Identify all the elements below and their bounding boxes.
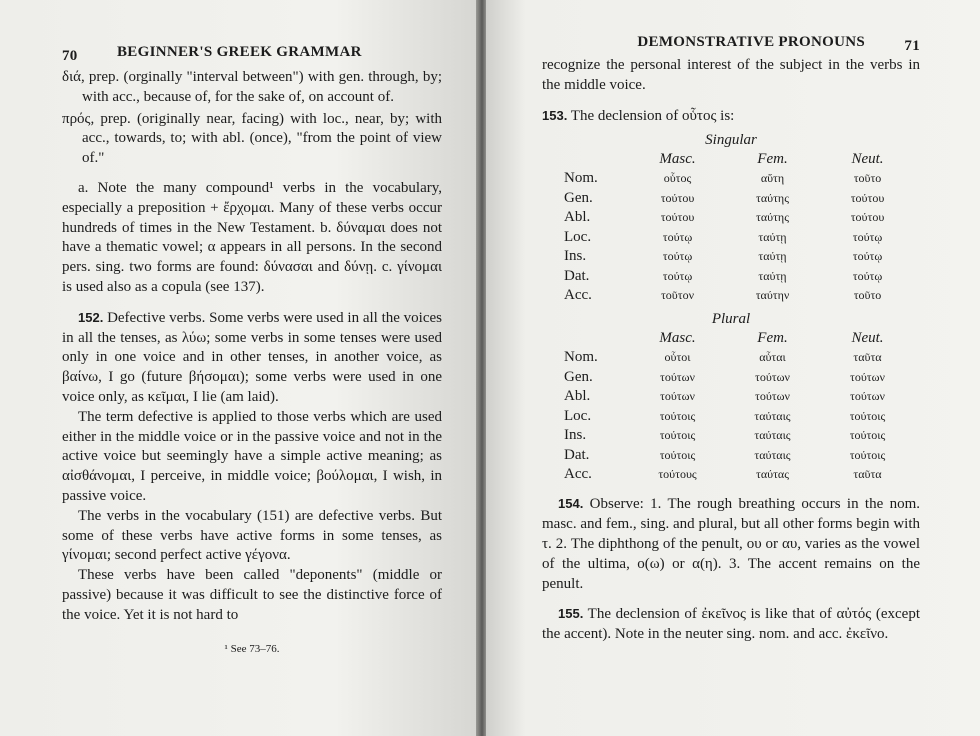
form-fem: ταύταις <box>754 428 791 443</box>
form-masc: τούτων <box>660 389 695 404</box>
form-neut: τούτῳ <box>852 268 883 283</box>
gloss-dia: διά, prep. (orginally "interval between") with gen. through, by; with acc., because of, for the sake of, on account of. <box>62 69 442 105</box>
form-neut: ταῦτα <box>853 350 882 365</box>
form-fem: ταύτῃ <box>758 268 787 283</box>
declension-row <box>564 406 915 426</box>
declension-row <box>564 445 915 465</box>
paragraph-defective-term: The term defective is applied to those verbs which are used either in the middle voice or in the passive voice and not in the active voice but seemingly have a simple active meaning; as αἰσθάνομαι, I perceive, in middle voice; βούλομαι, I wish, in passive voice. <box>62 408 442 504</box>
case-label: Ins. <box>564 248 587 265</box>
section-number: 154. <box>558 496 584 512</box>
declension-row <box>564 367 915 387</box>
form-neut: τούτῳ <box>852 229 883 244</box>
paragraph-deponents: These verbs have been called "deponents" (middle or passive) because it was difficult to see the distinctive force of the voice. Yet it is not hard to <box>62 567 442 623</box>
form-masc: τούτῳ <box>662 249 693 264</box>
case-label: Dat. <box>564 446 590 463</box>
running-header <box>62 44 442 66</box>
form-neut: τούτου <box>850 190 885 205</box>
singular-declension-table <box>564 149 915 305</box>
form-masc: οὗτος <box>663 171 692 186</box>
paragraph-vocabulary: The verbs in the vocabulary (151) are defective verbs. But some of these verbs have active forms in some tenses, as γίνομαι; second perfect active γέγονα. <box>62 507 442 564</box>
form-masc: οὗτοι <box>664 350 691 365</box>
case-label: Loc. <box>564 407 592 424</box>
form-fem: ταύτῃ <box>758 229 787 244</box>
plural-declension-table <box>564 328 915 484</box>
continued-paragraph: recognize the personal interest of the subject in the verbs in the middle voice. <box>542 57 920 93</box>
form-fem: ταύταις <box>754 447 791 462</box>
column-header-fem: Fem. <box>757 329 788 346</box>
running-header <box>542 34 920 56</box>
form-fem: αὗται <box>759 350 786 365</box>
case-label: Nom. <box>564 349 598 366</box>
column-header-masc: Masc. <box>659 150 696 167</box>
form-fem: τούτων <box>755 389 790 404</box>
form-masc: τούτου <box>660 190 695 205</box>
form-neut: τούτῳ <box>852 249 883 264</box>
gloss-pros: πρός, prep. (originally near, facing) with loc., near, by; with acc., towards, to; with abl. (once), "from the point of view of." <box>62 110 442 167</box>
declension-row <box>564 348 915 368</box>
case-label: Abl. <box>564 388 591 405</box>
declension-row <box>564 387 915 407</box>
page-number: 71 <box>904 38 920 54</box>
section-number: 155. <box>558 606 584 622</box>
column-header-fem: Fem. <box>757 150 788 167</box>
form-masc: τούτοις <box>659 428 696 443</box>
form-masc: τούτῳ <box>662 268 693 283</box>
form-fem: ταύτας <box>756 467 789 482</box>
page-number: 70 <box>62 48 78 64</box>
column-header-masc: Masc. <box>659 329 696 346</box>
section-153 <box>542 106 920 127</box>
declension-row <box>564 188 915 208</box>
section-155 <box>542 604 920 645</box>
declension-row <box>564 227 915 247</box>
form-fem: ταύτης <box>756 190 789 205</box>
plural-heading: Plural <box>711 311 751 328</box>
declension-row <box>564 426 915 446</box>
form-fem: ταύτῃ <box>758 249 787 264</box>
section-text: Observe: 1. The rough breathing occurs in the nom. masc. and fem., sing. and plural, but all other forms begin with τ. 2. The diphthong of the penult, ου or αυ, varies as the vowel of the ultima, ο(ω) or α(η). 3. The accent remains on the penult. <box>542 496 920 592</box>
case-label: Gen. <box>564 368 593 385</box>
running-head-title: BEGINNER'S GREEK GRAMMAR <box>117 44 362 60</box>
right-page <box>486 0 980 736</box>
form-masc: τούτοις <box>659 447 696 462</box>
form-masc: τούτοις <box>659 408 696 423</box>
section-152 <box>62 308 442 408</box>
section-number: 153. <box>542 107 568 123</box>
form-masc: τούτους <box>658 467 697 482</box>
case-label: Acc. <box>564 466 592 483</box>
form-neut: τούτων <box>850 389 885 404</box>
declension-row <box>564 169 915 189</box>
section-154 <box>542 494 920 594</box>
form-fem: αὕτη <box>760 171 785 186</box>
footnote: ¹ See 73–76. <box>224 642 280 655</box>
section-number: 152. <box>78 309 104 325</box>
form-neut: τοῦτο <box>853 171 882 186</box>
form-neut: τούτοις <box>849 408 886 423</box>
form-masc: τούτων <box>660 369 695 384</box>
declension-row <box>564 266 915 286</box>
form-masc: τοῦτον <box>660 288 694 303</box>
left-page <box>0 0 478 736</box>
case-label: Abl. <box>564 209 591 226</box>
declension-row <box>564 208 915 228</box>
form-neut: τούτοις <box>849 447 886 462</box>
declension-row <box>564 465 915 485</box>
form-fem: τούτων <box>755 369 790 384</box>
form-fem: ταύτην <box>755 288 790 303</box>
case-label: Loc. <box>564 228 592 245</box>
case-label: Gen. <box>564 189 593 206</box>
note-paragraph: a. Note the many compound¹ verbs in the vocabulary, especially a preposition + ἔρχομαι. Many of these verbs occur hundreds of times in the New Testament. b. δύναμαι does not have a thematic vowel; α appears in all persons. In the second pers. sing. two forms are found: δύνασαι and δύνῃ. c. γίνομαι is used also as a copula (see 137). <box>62 179 442 295</box>
section-text: The declension of ἐκεῖνος is like that of αὐτός (except the accent). Note in the neuter sing. nom. and acc. ἐκεῖνο. <box>542 606 920 643</box>
form-neut: τούτοις <box>849 428 886 443</box>
singular-heading: Singular <box>705 132 757 149</box>
case-label: Acc. <box>564 287 592 304</box>
case-label: Ins. <box>564 427 587 444</box>
form-fem: ταύταις <box>754 408 791 423</box>
form-masc: τούτῳ <box>662 229 693 244</box>
form-neut: τοῦτο <box>853 288 882 303</box>
form-fem: ταύτης <box>756 210 789 225</box>
section-text: The declension of οὗτος is: <box>567 107 735 124</box>
column-header-neut: Neut. <box>851 150 884 167</box>
form-masc: τούτου <box>660 210 695 225</box>
section-text: Defective verbs. Some verbs were used in all the voices in all the tenses, as λύω; some verbs in some tenses were used only in one voice and in other tenses, in another voice, as βαίνω, I go (future βήσομαι); some verbs were used in one voice only, as κεῖμαι, I lie (am laid). <box>62 309 442 405</box>
running-head-title: DEMONSTRATIVE PRONOUNS <box>637 34 865 50</box>
form-neut: τούτου <box>850 210 885 225</box>
case-label: Nom. <box>564 170 598 187</box>
form-neut: ταῦτα <box>853 467 882 482</box>
form-neut: τούτων <box>850 369 885 384</box>
case-label: Dat. <box>564 267 590 284</box>
declension-row <box>564 286 915 306</box>
column-header-neut: Neut. <box>851 329 884 346</box>
declension-row <box>564 247 915 267</box>
